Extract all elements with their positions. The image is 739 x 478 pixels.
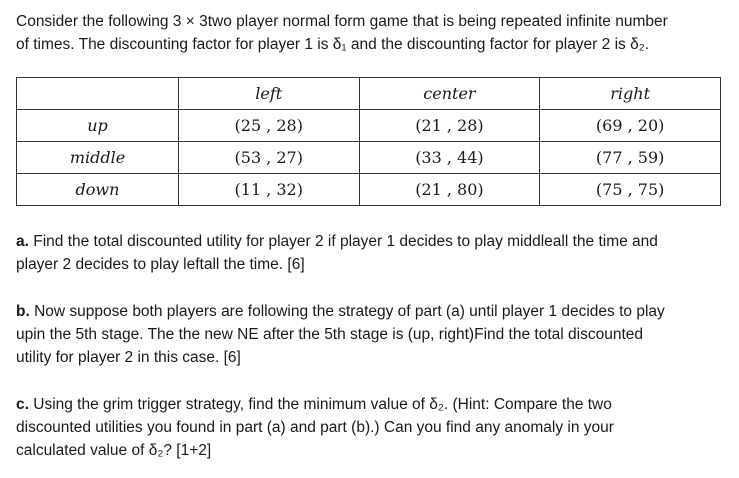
payoff-header-row [17, 78, 721, 110]
payoff-cell: (75 , 75) [540, 174, 721, 206]
column-header-right: right [540, 78, 721, 110]
question-b [16, 300, 728, 369]
question-a [16, 230, 728, 276]
row-label-up: up [17, 110, 179, 142]
question-a-label: a. [16, 233, 29, 250]
question-b-line-2: upin the 5th stage. The the new NE after the 5th stage is (up, right)Find the total discounted [16, 326, 643, 343]
question-b-label: b. [16, 303, 30, 320]
column-header-center: center [359, 78, 540, 110]
question-a-line-2: player 2 decides to play leftall the time. [6] [16, 256, 305, 273]
payoff-cell: (21 , 80) [359, 174, 540, 206]
payoff-row-middle [17, 142, 721, 174]
payoff-cell: (77 , 59) [540, 142, 721, 174]
row-label-middle: middle [17, 142, 179, 174]
payoff-cell: (69 , 20) [540, 110, 721, 142]
payoff-row-up [17, 110, 721, 142]
question-a-line-1: Find the total discounted utility for player 2 if player 1 decides to play middleall the time and [33, 233, 658, 250]
corner-cell [17, 78, 179, 110]
payoff-cell: (25 , 28) [178, 110, 359, 142]
intro-paragraph [16, 10, 728, 56]
question-c-line-3: calculated value of δ₂? [1+2] [16, 442, 212, 459]
intro-line-2: of times. The discounting factor for player 1 is δ₁ and the discounting factor for player 2 is δ₂. [16, 36, 650, 53]
question-c [16, 393, 728, 462]
column-header-left: left [178, 78, 359, 110]
document-page [16, 10, 728, 462]
question-c-line-1: Using the grim trigger strategy, find the minimum value of δ₂. (Hint: Compare the two [33, 396, 612, 413]
question-b-line-3: utility for player 2 in this case. [6] [16, 349, 241, 366]
payoff-row-down [17, 174, 721, 206]
row-label-down: down [17, 174, 179, 206]
question-c-line-2: discounted utilities you found in part (a) and part (b).) Can you find any anomaly in your [16, 419, 614, 436]
payoff-table [16, 77, 721, 206]
question-b-line-1: Now suppose both players are following the strategy of part (a) until player 1 decides to play [34, 303, 665, 320]
payoff-cell: (53 , 27) [178, 142, 359, 174]
question-c-label: c. [16, 396, 29, 413]
payoff-cell: (11 , 32) [178, 174, 359, 206]
payoff-cell: (21 , 28) [359, 110, 540, 142]
intro-line-1: Consider the following 3 × 3two player normal form game that is being repeated infinite number [16, 13, 668, 30]
payoff-cell: (33 , 44) [359, 142, 540, 174]
